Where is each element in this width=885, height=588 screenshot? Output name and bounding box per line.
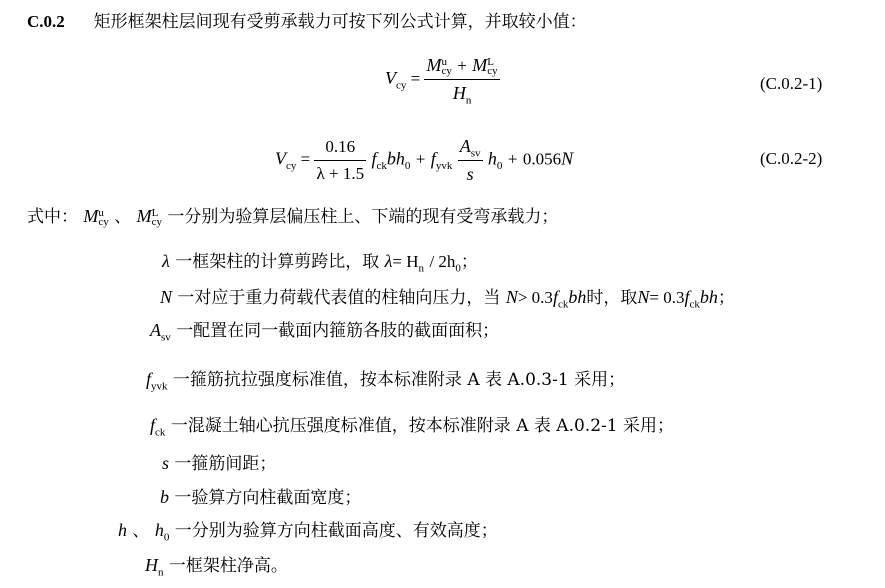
definition-row-4: $A_{sv}$ 一配置在同一截面内箍筋各肢的截面面积； bbox=[150, 320, 500, 344]
equation-2: $V_{cy}$ = $\frac{0.16}{\lambda + 1.5}$ $f_{ck}bh_0 + f_{yvk}$ $\frac{A_{sv}}{s}$ $h_0 + 0.056N$ bbox=[275, 136, 574, 184]
def-n-then: 时，取 bbox=[586, 288, 638, 308]
definition-row-3: N 一对应于重力荷载代表值的柱轴向压力，当 $N> 0.3f_{ck}bh$时，取$N= 0.3f_{ck}bh$； bbox=[160, 287, 735, 311]
def-s: 一箍筋间距； bbox=[174, 454, 277, 474]
def-n-end: ； bbox=[717, 288, 735, 308]
def-lambda-end: ； bbox=[460, 252, 478, 272]
def-lambda-text: 一框架柱的计算剪跨比，取 bbox=[175, 252, 380, 272]
def-fck: 一混凝土轴心抗压强度标准值，按本标准附录 A 表 A.0.2-1 采用； bbox=[170, 416, 674, 436]
section-number: C.0.2 bbox=[27, 12, 65, 31]
equation-1-label: (C.0.2-1) bbox=[760, 74, 823, 93]
definition-row-8: b 一验算方向柱截面宽度； bbox=[160, 487, 362, 508]
equation-2-coefficient bbox=[314, 135, 366, 186]
def-b: 一验算方向柱截面宽度； bbox=[174, 488, 362, 508]
def-moment: 一分别为验算层偏压柱上、下端的现有受弯承载力； bbox=[167, 207, 559, 227]
definition-row-1: 式中： M u cy 、 M L cy 一分别为验算层偏压柱上、下端的现有受弯承载力； bbox=[27, 206, 559, 228]
def-n-text: 一对应于重力荷载代表值的柱轴向压力，当 bbox=[177, 288, 501, 308]
section-title: 矩形框架柱层间现有受剪承载力可按下列公式计算，并取较小值： bbox=[93, 12, 587, 32]
equation-2-label: (C.0.2-2) bbox=[760, 149, 823, 168]
def-hn: 一框架柱净高。 bbox=[168, 556, 288, 576]
definition-row-2: λ 一框架柱的计算剪跨比，取 $\lambda= H_n / 2h_0$； bbox=[162, 251, 478, 275]
def-fyvk: 一箍筋抗拉强度标准值，按本标准附录 A 表 A.0.3-1 采用； bbox=[172, 370, 626, 390]
def-asv: 一配置在同一截面内箍筋各肢的截面面积； bbox=[176, 321, 500, 341]
definition-row-10: $H_n$ 一框架柱净高。 bbox=[145, 555, 288, 579]
equation-1-fraction: M u cy + M L cy $H_n$ bbox=[426, 55, 498, 107]
equation-2-asv-fraction: $\frac{A_{sv}}{s}$ bbox=[459, 136, 481, 184]
definition-row-5: $f_{yvk}$ 一箍筋抗拉强度标准值，按本标准附录 A 表 A.0.3-1 采用； bbox=[146, 369, 626, 393]
coef-numerator: 0.16 bbox=[325, 136, 356, 156]
def-n-take: = 0.3 bbox=[649, 288, 685, 307]
where-intro: 式中： bbox=[27, 207, 78, 227]
def-n-cond: > 0.3 bbox=[517, 288, 553, 307]
definition-row-9: h 、 $h_0$ 一分别为验算方向柱截面高度、有效高度； bbox=[118, 520, 498, 544]
def-lambda-eq: = H bbox=[392, 252, 419, 271]
coef-denominator: λ + 1.5 bbox=[316, 163, 365, 183]
definition-row-6: $f_{ck}$ 一混凝土轴心抗压强度标准值，按本标准附录 A 表 A.0.2-1 采用； bbox=[150, 415, 674, 439]
section-heading bbox=[27, 11, 587, 33]
def-h: 一分别为验算方向柱截面高度、有效高度； bbox=[174, 521, 498, 541]
definition-row-7: s 一箍筋间距； bbox=[162, 453, 277, 474]
equation-1: $V_{cy}$ = M u cy + M L cy $H_n$ bbox=[385, 55, 498, 107]
def-lambda-div: / 2h bbox=[429, 252, 456, 271]
coef-tail: 0.056 bbox=[522, 149, 562, 169]
